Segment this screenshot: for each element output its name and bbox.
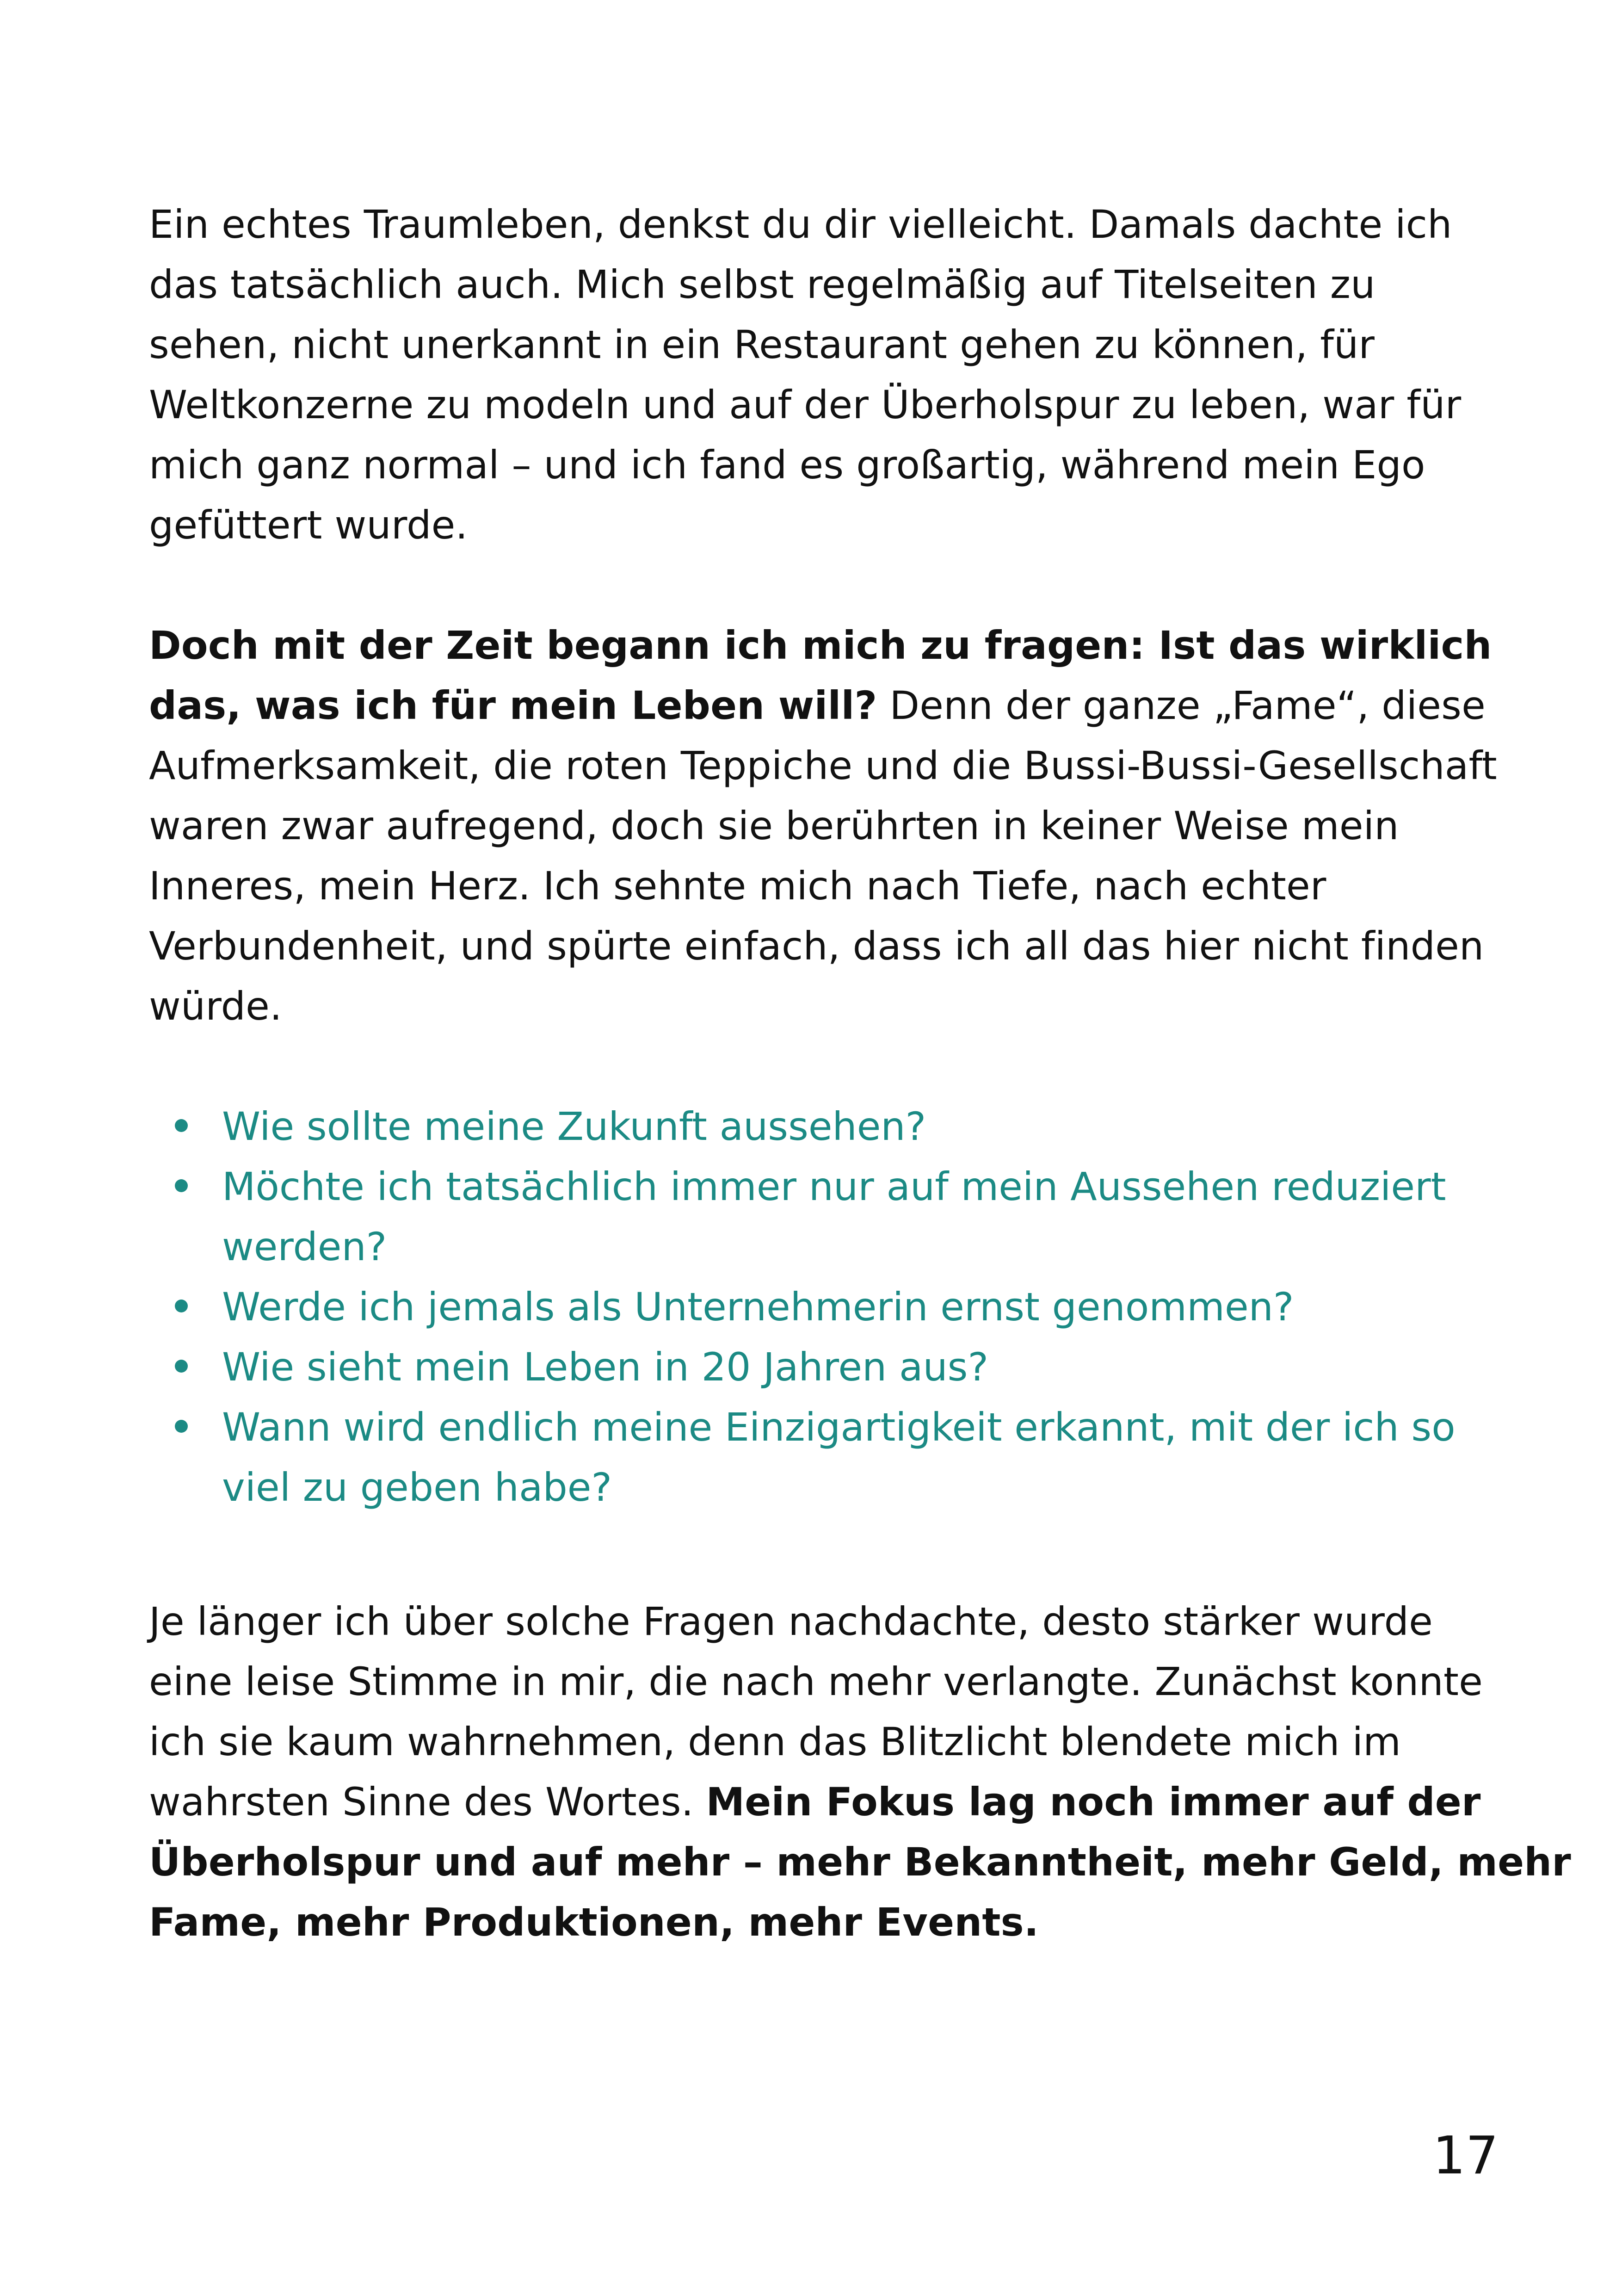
paragraph-inner-voice [149, 1591, 1571, 1952]
question-item [167, 1277, 1508, 1337]
bold-question-line: Doch mit der Zeit begann ich mich zu fragen: Ist das wirklich [149, 623, 1492, 668]
paragraph-line: sehen, nicht unerkannt in ein Restaurant gehen zu können, für [149, 322, 1375, 367]
bullet-dot-icon [175, 1360, 188, 1373]
paragraph-line: eine leise Stimme in mir, die nach mehr verlangte. Zunächst konnte [149, 1659, 1483, 1704]
bullet-dot-icon [175, 1119, 188, 1132]
bold-question-text: das, was ich für mein Leben will? [149, 683, 877, 728]
paragraph-line: mich ganz normal – und ich fand es großartig, während mein Ego [149, 442, 1425, 488]
question-text: Werde ich jemals als Unternehmerin ernst genommen? [222, 1284, 1294, 1330]
page-number: 17 [1432, 2126, 1499, 2186]
question-text: Wie sieht mein Leben in 20 Jahren aus? [222, 1344, 989, 1390]
bold-emphasis-line: Fame, mehr Produktionen, mehr Events. [149, 1900, 1039, 1945]
bullet-dot-icon [175, 1300, 188, 1312]
mixed-line [149, 1772, 1499, 1832]
bullet-dot-icon [175, 1420, 188, 1433]
paragraph-doubts [149, 615, 1499, 1036]
paragraph-line: Verbundenheit, und spürte einfach, dass ich all das hier nicht finden [149, 923, 1484, 969]
bold-emphasis-line: Überholspur und auf mehr – mehr Bekanntheit, mehr Geld, mehr [149, 1839, 1571, 1885]
paragraph-text: Denn der ganze „Fame“, diese [877, 683, 1486, 728]
question-item [167, 1397, 1508, 1517]
mixed-line [149, 675, 1499, 736]
bullet-dot-icon [175, 1179, 188, 1192]
paragraph-intro [149, 194, 1499, 555]
question-item [167, 1157, 1508, 1277]
question-item [167, 1337, 1508, 1397]
paragraph-line: Ein echtes Traumleben, denkst du dir vielleicht. Damals dachte ich [149, 202, 1452, 247]
paragraph-line: ich sie kaum wahrnehmen, denn das Blitzlicht blendete mich im [149, 1719, 1401, 1764]
paragraph-line: würde. [149, 984, 282, 1029]
bold-emphasis-text: Mein Fokus lag noch immer auf der [706, 1779, 1481, 1825]
paragraph-line: Je länger ich über solche Fragen nachdachte, desto stärker wurde [149, 1599, 1433, 1644]
question-text: Möchte ich tatsächlich immer nur auf mein Aussehen reduziert [222, 1164, 1446, 1209]
paragraph-line: gefüttert wurde. [149, 502, 468, 548]
question-item [167, 1096, 1508, 1157]
paragraph-line: Inneres, mein Herz. Ich sehnte mich nach Tiefe, nach echter [149, 863, 1326, 909]
paragraph-line: waren zwar aufregend, doch sie berührten in keiner Weise mein [149, 803, 1399, 848]
question-list [167, 1096, 1508, 1517]
question-text: werden? [222, 1224, 387, 1269]
question-text: Wie sollte meine Zukunft aussehen? [222, 1104, 926, 1149]
paragraph-line: Aufmerksamkeit, die roten Teppiche und die Bussi-Bussi-Gesellschaft [149, 743, 1497, 788]
question-text: viel zu geben habe? [222, 1465, 612, 1510]
paragraph-text: wahrsten Sinne des Wortes. [149, 1779, 706, 1825]
paragraph-line: Weltkonzerne zu modeln und auf der Überholspur zu leben, war für [149, 382, 1462, 427]
paragraph-line: das tatsächlich auch. Mich selbst regelmäßig auf Titelseiten zu [149, 262, 1375, 307]
question-text: Wann wird endlich meine Einzigartigkeit erkannt, mit der ich so [222, 1405, 1456, 1450]
